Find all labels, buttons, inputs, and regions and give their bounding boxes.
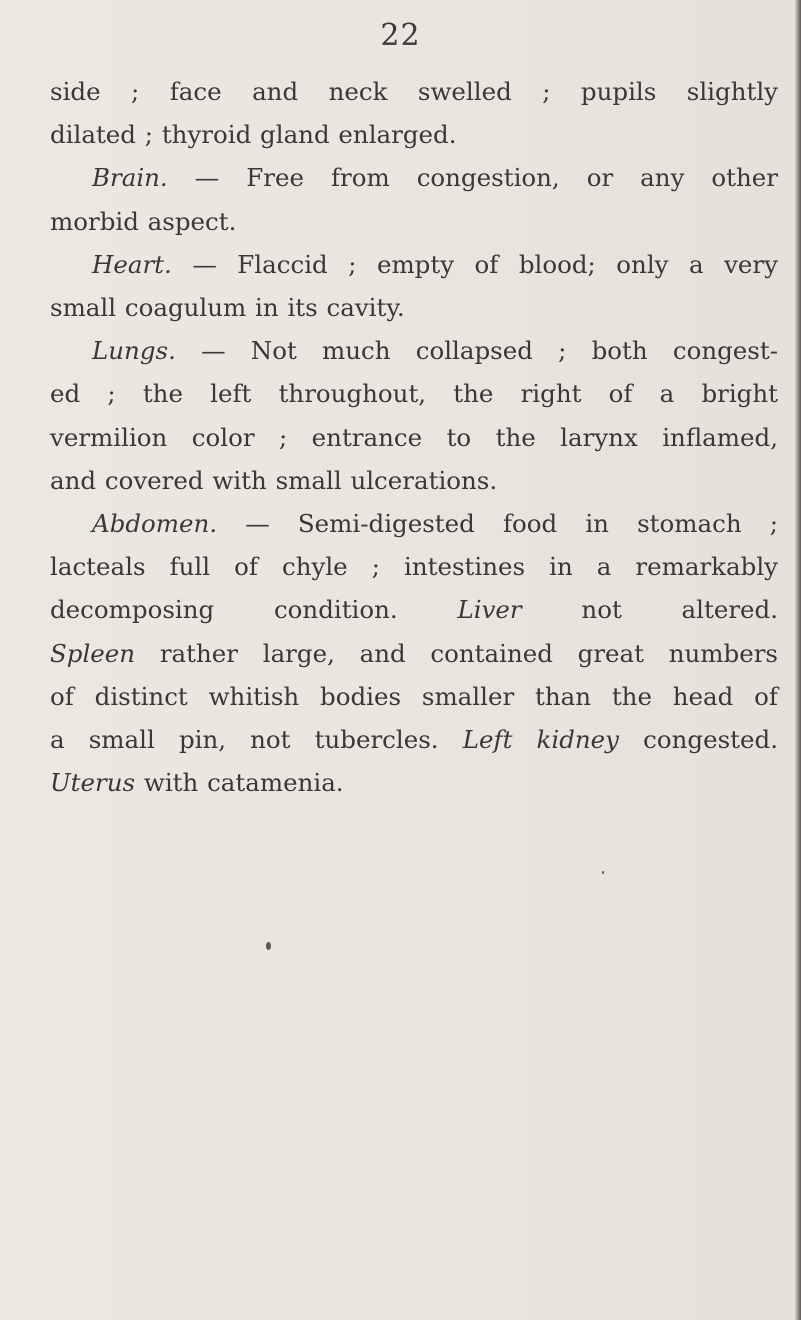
left-kidney-heading: Left kidney: [462, 725, 620, 755]
spleen-heading: Spleen: [50, 638, 136, 668]
text-line-13: [50, 588, 778, 631]
text-line-4: morbid aspect.: [50, 206, 237, 236]
pin-text: a small pin, not tubercles.: [50, 725, 463, 755]
spleen-text: rather large, and contained great numbers: [135, 638, 778, 668]
text-line-1: side ; face and neck swelled ; pupils slightly: [50, 77, 778, 106]
page-number: 22: [380, 18, 421, 53]
text-line-2: dilated ; thyroid gland enlarged.: [50, 120, 457, 150]
text-line-16: [50, 718, 778, 761]
ink-spot: [266, 942, 271, 950]
text-line-6: small coagulum in its cavity.: [50, 293, 405, 323]
text-line-12: lacteals full of chyle ; intestines in a remarkably: [50, 552, 778, 582]
ink-speck: [602, 871, 604, 874]
lungs-text: — Not much collapsed ; both congest-: [175, 336, 778, 366]
text-line-11: [50, 502, 778, 545]
body-text: [50, 70, 778, 804]
text-line-15: of distinct whitish bodies smaller than the head of: [50, 681, 778, 711]
text-line-7: [50, 329, 778, 372]
abdomen-text: — Semi-digested food in stomach ;: [217, 509, 778, 539]
liver-heading: Liver: [457, 595, 522, 625]
liver-text: not altered.: [521, 595, 779, 625]
text-line-17: [50, 761, 778, 804]
page-edge-shadow: [795, 0, 801, 1320]
heart-text: — Flaccid ; empty of blood; only a very: [171, 249, 778, 279]
text-line-10: and covered with small ulcerations.: [50, 465, 498, 495]
brain-text: — Free from congestion, or any other: [167, 163, 778, 193]
kidney-text: congested.: [619, 725, 778, 755]
uterus-text: with catamenia.: [135, 768, 344, 798]
text-line-9: vermilion color ; entrance to the larynx inflamed,: [50, 422, 778, 452]
abdomen-heading: Abdomen.: [92, 509, 218, 539]
text-line-3: [50, 156, 778, 199]
lungs-heading: Lungs.: [92, 336, 176, 366]
brain-heading: Brain.: [92, 163, 168, 193]
text-line-14: [50, 632, 778, 675]
decomposing-text: decomposing condition.: [50, 595, 398, 625]
uterus-heading: Uterus: [50, 768, 136, 798]
text-line-8: ed ; the left throughout, the right of a bright: [50, 379, 778, 409]
heart-heading: Heart.: [92, 249, 172, 279]
text-line-5: [50, 243, 778, 286]
